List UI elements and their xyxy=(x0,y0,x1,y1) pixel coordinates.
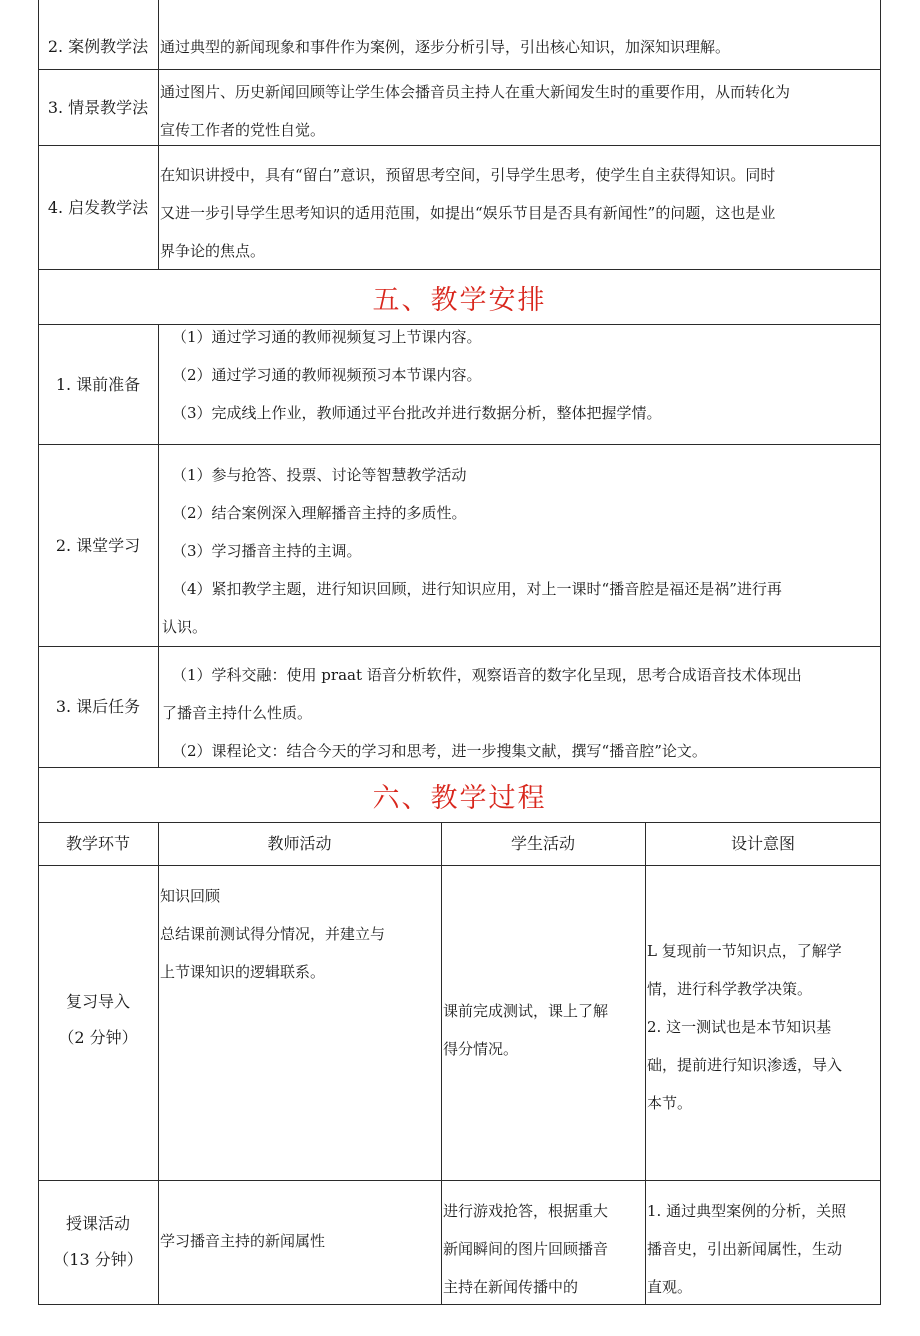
arrangement-text: （1）通过学习通的教师视频复习上节课内容。 （2）通过学习通的教师视频预习本节课内容。 （3）完成线上作业，教师通过平台批改并进行数据分析，整体把握学情。 xyxy=(172,328,662,422)
document-page xyxy=(38,0,881,1305)
table-border-right xyxy=(880,0,881,1305)
process-col-divider xyxy=(158,822,159,1305)
methods-divider xyxy=(158,0,159,269)
row-divider xyxy=(38,69,881,70)
arrangement-label: 2. 课堂学习 xyxy=(55,535,141,555)
stage-name: 复习导入 xyxy=(65,992,130,1011)
teacher-activity: 学习播音主持的新闻属性 xyxy=(160,1232,326,1250)
column-header: 教学环节 xyxy=(65,834,130,853)
arrangement-text: （1）参与抢答、投票、讨论等智慧教学活动 （2）结合案例深入理解播音主持的多质性。 （3）学习播音主持的主调。 （4）紧扣教学主题，进行知识回顾，进行知识应用，对上一课时“播音腔是福还是祸”进行再 认识。 xyxy=(162,466,782,636)
arrangement-text: （1）学科交融：使用 praat 语音分析软件，观察语音的数字化呈现，思考合成语音技术体现出 了播音主持什么性质。 （2）课程论文：结合今天的学习和思考，进一步搜集文献，撰写“播音腔”论文。 xyxy=(162,666,802,760)
method-text: 在知识讲授中，具有“留白”意识，预留思考空间，引导学生思考，使学生自主获得知识。同时 又进一步引导学生思考知识的适用范围，如提出“娱乐节目是否具有新闻性”的问题，这也是业 界争论的焦点。 xyxy=(160,166,776,260)
process-stage xyxy=(38,970,158,1070)
process-col-divider xyxy=(645,822,646,1305)
row-divider xyxy=(38,865,881,866)
stage-duration: （13 分钟） xyxy=(53,1250,143,1269)
row-divider xyxy=(38,444,881,445)
process-stage xyxy=(38,1202,158,1282)
method-label: 2. 案例教学法 xyxy=(47,37,149,56)
method-text: 通过图片、历史新闻回顾等让学生体会播音员主持人在重大新闻发生时的重要作用，从而转化为 宣传工作者的党性自觉。 xyxy=(160,83,791,139)
student-activity: 课前完成测试，课上了解 得分情况。 xyxy=(443,1002,609,1058)
column-header: 设计意图 xyxy=(730,834,795,853)
process-col-divider xyxy=(441,822,442,1305)
column-header: 教师活动 xyxy=(267,834,332,853)
row-divider xyxy=(38,1180,881,1181)
section-title: 五、教学安排 xyxy=(372,284,547,316)
arrangement-divider xyxy=(158,324,159,767)
arrangement-label: 1. 课前准备 xyxy=(55,374,141,394)
method-label: 3. 情景教学法 xyxy=(47,97,149,117)
column-header: 学生活动 xyxy=(510,834,575,853)
stage-duration: （2 分钟） xyxy=(58,1028,138,1047)
section-title: 六、教学过程 xyxy=(372,782,547,814)
design-intent: 1. 通过典型案例的分析，关照 播音史，引出新闻属性，生动 直观。 xyxy=(647,1202,847,1296)
method-label: 4. 启发教学法 xyxy=(47,197,149,217)
method-text: 通过典型的新闻现象和事件作为案例，逐步分析引导，引出核心知识，加深知识理解。 xyxy=(160,38,731,56)
design-intent: L 复现前一节知识点，了解学 情，进行科学教学决策。 2. 这一测试也是本节知识基 础，提前进行知识渗透，导入 本节。 xyxy=(647,942,843,1112)
arrangement-label: 3. 课后任务 xyxy=(55,697,141,716)
student-activity: 进行游戏抢答，根据重大 新闻瞬间的图片回顾播音 主持在新闻传播中的 xyxy=(443,1202,609,1296)
teacher-activity: 知识回顾 总结课前测试得分情况，并建立与 上节课知识的逻辑联系。 xyxy=(160,887,386,981)
row-divider xyxy=(38,646,881,647)
stage-name: 授课活动 xyxy=(65,1214,130,1233)
